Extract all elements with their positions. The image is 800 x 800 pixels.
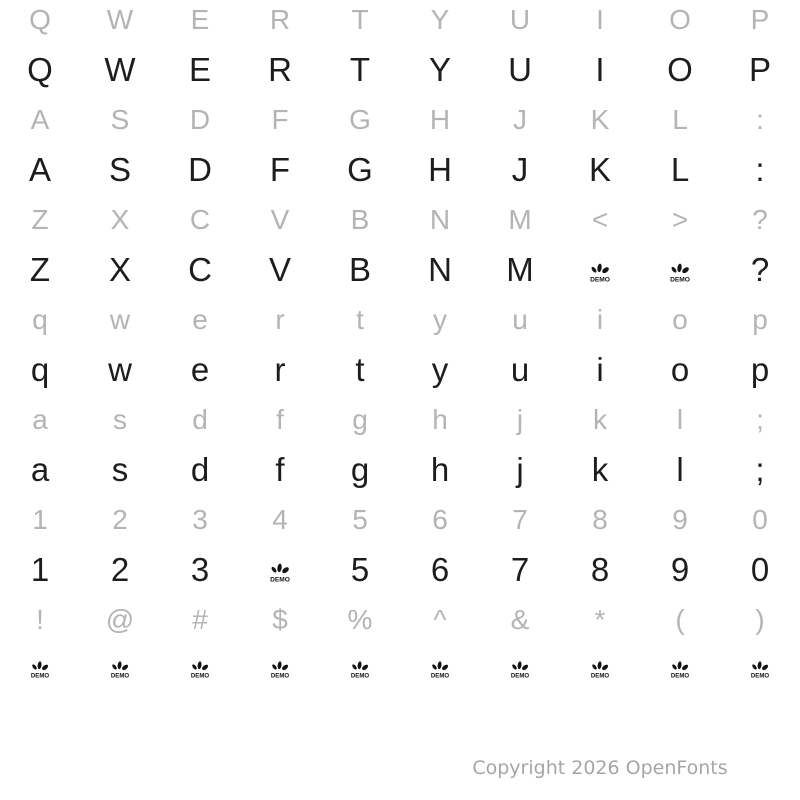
glyph-cell: e bbox=[192, 304, 208, 335]
demo-ornament-icon bbox=[268, 560, 292, 585]
glyph-cell: I bbox=[595, 51, 605, 88]
glyph-cell: C bbox=[189, 204, 211, 235]
glyph-cell: t bbox=[356, 304, 364, 335]
glyph-cell: B bbox=[348, 251, 371, 288]
specimen-row-6 bbox=[0, 245, 800, 295]
demo-ornament-icon bbox=[269, 658, 291, 681]
glyph-cell: u bbox=[512, 304, 528, 335]
demo-placeholder-glyph bbox=[320, 645, 400, 695]
svg-text:DEMO: DEMO bbox=[670, 276, 690, 284]
glyph-cell: k bbox=[591, 451, 609, 488]
glyph-cell: 6 bbox=[432, 504, 448, 535]
glyph-cell: 6 bbox=[430, 551, 450, 588]
glyph-cell: d bbox=[190, 451, 210, 488]
demo-ornament-icon bbox=[669, 658, 691, 681]
glyph-cell: 3 bbox=[192, 504, 208, 535]
glyph-cell: Z bbox=[29, 251, 51, 288]
glyph-cell: Y bbox=[428, 51, 451, 88]
glyph-cell: M bbox=[508, 204, 532, 235]
glyph-cell: I bbox=[596, 4, 604, 35]
specimen-row-10 bbox=[0, 445, 800, 495]
specimen-row-13 bbox=[0, 595, 800, 645]
glyph-cell: f bbox=[275, 451, 285, 488]
glyph-cell: Z bbox=[31, 204, 49, 235]
demo-ornament-icon bbox=[509, 658, 531, 681]
demo-placeholder-glyph bbox=[80, 645, 160, 695]
glyph-cell: D bbox=[189, 104, 211, 135]
glyph-cell: l bbox=[676, 404, 684, 435]
glyph-cell: < bbox=[591, 204, 609, 235]
glyph-cell: 1 bbox=[32, 504, 48, 535]
demo-placeholder-glyph bbox=[560, 245, 640, 295]
demo-ornament-icon bbox=[189, 658, 211, 681]
glyph-cell: U bbox=[508, 51, 532, 88]
svg-text:DEMO: DEMO bbox=[270, 576, 290, 584]
demo-placeholder-glyph bbox=[160, 645, 240, 695]
glyph-cell: d bbox=[192, 404, 208, 435]
glyph-cell: K bbox=[588, 151, 611, 188]
demo-placeholder-glyph bbox=[720, 645, 800, 695]
svg-text:DEMO: DEMO bbox=[670, 672, 690, 680]
glyph-cell: ) bbox=[755, 604, 765, 635]
demo-placeholder-glyph bbox=[640, 645, 720, 695]
glyph-cell: e bbox=[190, 351, 210, 388]
glyph-cell: 9 bbox=[670, 551, 690, 588]
glyph-cell: R bbox=[269, 4, 291, 35]
glyph-cell: L bbox=[672, 104, 688, 135]
glyph-cell: y bbox=[433, 304, 447, 335]
glyph-cell: V bbox=[270, 204, 290, 235]
glyph-cell: E bbox=[190, 4, 210, 35]
demo-placeholder-glyph bbox=[0, 645, 80, 695]
glyph-cell: w bbox=[109, 304, 131, 335]
glyph-cell: ; bbox=[755, 451, 765, 488]
glyph-cell: p bbox=[752, 304, 768, 335]
glyph-cell: 3 bbox=[190, 551, 210, 588]
glyph-cell: Y bbox=[430, 4, 450, 35]
specimen-row-3 bbox=[0, 95, 800, 145]
glyph-cell: > bbox=[671, 204, 689, 235]
glyph-cell: q bbox=[32, 304, 48, 335]
glyph-cell: 5 bbox=[350, 551, 370, 588]
glyph-cell: V bbox=[268, 251, 291, 288]
glyph-cell: Q bbox=[29, 4, 51, 35]
glyph-cell: H bbox=[428, 151, 452, 188]
demo-ornament-icon bbox=[429, 658, 451, 681]
glyph-cell: S bbox=[110, 104, 130, 135]
demo-placeholder-glyph bbox=[400, 645, 480, 695]
glyph-cell: A bbox=[28, 151, 51, 188]
copyright-text: Copyright 2026 OpenFonts bbox=[472, 757, 728, 779]
specimen-row-7 bbox=[0, 295, 800, 345]
glyph-cell: ( bbox=[675, 604, 685, 635]
glyph-cell: j bbox=[516, 404, 524, 435]
specimen-row-1 bbox=[0, 0, 800, 45]
specimen-row-4 bbox=[0, 145, 800, 195]
svg-text:DEMO: DEMO bbox=[190, 672, 210, 680]
specimen-row-14 bbox=[0, 645, 800, 695]
glyph-cell: P bbox=[750, 4, 770, 35]
glyph-cell: & bbox=[510, 604, 530, 635]
specimen-row-8 bbox=[0, 345, 800, 395]
glyph-cell: 0 bbox=[750, 551, 770, 588]
demo-placeholder-glyph bbox=[640, 245, 720, 295]
glyph-cell: w bbox=[108, 351, 132, 388]
glyph-cell: 5 bbox=[352, 504, 368, 535]
demo-ornament-icon bbox=[668, 260, 692, 285]
glyph-cell: G bbox=[347, 151, 373, 188]
glyph-cell: o bbox=[672, 304, 688, 335]
glyph-cell: 8 bbox=[592, 504, 608, 535]
svg-text:DEMO: DEMO bbox=[510, 672, 530, 680]
glyph-cell: ; bbox=[756, 404, 764, 435]
glyph-cell: : bbox=[755, 151, 765, 188]
glyph-cell: h bbox=[430, 451, 450, 488]
specimen-row-11 bbox=[0, 495, 800, 545]
glyph-cell: a bbox=[30, 451, 50, 488]
glyph-cell: A bbox=[30, 104, 50, 135]
glyph-cell: g bbox=[352, 404, 368, 435]
glyph-cell: g bbox=[350, 451, 370, 488]
glyph-cell: ? bbox=[752, 204, 768, 235]
svg-text:DEMO: DEMO bbox=[750, 672, 770, 680]
glyph-cell: s bbox=[111, 451, 129, 488]
glyph-cell: r bbox=[274, 351, 286, 388]
glyph-cell: p bbox=[750, 351, 770, 388]
svg-text:DEMO: DEMO bbox=[590, 672, 610, 680]
glyph-cell: K bbox=[590, 104, 610, 135]
glyph-cell: q bbox=[30, 351, 50, 388]
demo-placeholder-glyph bbox=[240, 545, 320, 595]
glyph-cell: j bbox=[516, 451, 524, 488]
specimen-row-2 bbox=[0, 45, 800, 95]
glyph-cell: R bbox=[268, 51, 292, 88]
demo-placeholder-glyph bbox=[480, 645, 560, 695]
glyph-cell: O bbox=[667, 51, 693, 88]
svg-text:DEMO: DEMO bbox=[590, 276, 610, 284]
glyph-cell: @ bbox=[105, 604, 135, 635]
glyph-cell: i bbox=[596, 304, 604, 335]
glyph-cell: ! bbox=[36, 604, 44, 635]
glyph-cell: l bbox=[676, 451, 684, 488]
glyph-cell: 2 bbox=[110, 551, 130, 588]
svg-text:DEMO: DEMO bbox=[350, 672, 370, 680]
glyph-cell: J bbox=[511, 151, 529, 188]
demo-ornament-icon bbox=[29, 658, 51, 681]
svg-text:DEMO: DEMO bbox=[30, 672, 50, 680]
glyph-cell: M bbox=[506, 251, 534, 288]
demo-ornament-icon bbox=[749, 658, 771, 681]
glyph-cell: O bbox=[669, 4, 691, 35]
glyph-cell: a bbox=[32, 404, 48, 435]
glyph-cell: G bbox=[349, 104, 371, 135]
glyph-cell: 2 bbox=[112, 504, 128, 535]
demo-ornament-icon bbox=[109, 658, 131, 681]
glyph-cell: W bbox=[106, 4, 134, 35]
glyph-cell: F bbox=[269, 151, 291, 188]
demo-placeholder-glyph bbox=[560, 645, 640, 695]
glyph-cell: y bbox=[431, 351, 449, 388]
glyph-cell: k bbox=[593, 404, 607, 435]
glyph-cell: F bbox=[271, 104, 289, 135]
glyph-cell: ? bbox=[750, 251, 770, 288]
glyph-cell: 7 bbox=[512, 504, 528, 535]
glyph-cell: 1 bbox=[30, 551, 50, 588]
glyph-cell: % bbox=[347, 604, 373, 635]
glyph-cell: : bbox=[756, 104, 764, 135]
glyph-cell: 0 bbox=[752, 504, 768, 535]
glyph-cell: t bbox=[355, 351, 365, 388]
svg-text:DEMO: DEMO bbox=[270, 672, 290, 680]
glyph-cell: D bbox=[188, 151, 212, 188]
demo-ornament-icon bbox=[588, 260, 612, 285]
glyph-cell: o bbox=[670, 351, 690, 388]
glyph-cell: T bbox=[351, 4, 369, 35]
glyph-cell: T bbox=[349, 51, 371, 88]
demo-placeholder-glyph bbox=[240, 645, 320, 695]
glyph-cell: N bbox=[428, 251, 452, 288]
demo-ornament-icon bbox=[589, 658, 611, 681]
glyph-cell: 7 bbox=[510, 551, 530, 588]
glyph-cell: X bbox=[108, 251, 131, 288]
glyph-cell: 8 bbox=[590, 551, 610, 588]
glyph-cell: S bbox=[108, 151, 131, 188]
glyph-cell: B bbox=[350, 204, 370, 235]
glyph-cell: W bbox=[104, 51, 136, 88]
svg-text:DEMO: DEMO bbox=[110, 672, 130, 680]
glyph-cell: E bbox=[188, 51, 211, 88]
glyph-cell: N bbox=[429, 204, 451, 235]
glyph-cell: $ bbox=[272, 604, 288, 635]
glyph-cell: C bbox=[188, 251, 212, 288]
glyph-cell: X bbox=[110, 204, 130, 235]
glyph-cell: # bbox=[192, 604, 208, 635]
glyph-cell: U bbox=[509, 4, 531, 35]
glyph-cell: s bbox=[113, 404, 127, 435]
glyph-cell: u bbox=[510, 351, 530, 388]
specimen-row-12 bbox=[0, 545, 800, 595]
glyph-cell: 4 bbox=[272, 504, 288, 535]
glyph-cell: f bbox=[276, 404, 284, 435]
glyph-cell: L bbox=[670, 151, 690, 188]
glyph-cell: H bbox=[429, 104, 451, 135]
glyph-cell: i bbox=[596, 351, 604, 388]
glyph-cell: P bbox=[748, 51, 771, 88]
glyph-cell: r bbox=[275, 304, 285, 335]
glyph-cell: * bbox=[594, 604, 606, 635]
specimen-row-9 bbox=[0, 395, 800, 445]
glyph-cell: h bbox=[432, 404, 448, 435]
glyph-cell: ^ bbox=[433, 604, 447, 635]
svg-text:DEMO: DEMO bbox=[430, 672, 450, 680]
glyph-cell: Q bbox=[27, 51, 53, 88]
demo-ornament-icon bbox=[349, 658, 371, 681]
glyph-cell: 9 bbox=[672, 504, 688, 535]
glyph-cell: J bbox=[513, 104, 527, 135]
specimen-row-5 bbox=[0, 195, 800, 245]
